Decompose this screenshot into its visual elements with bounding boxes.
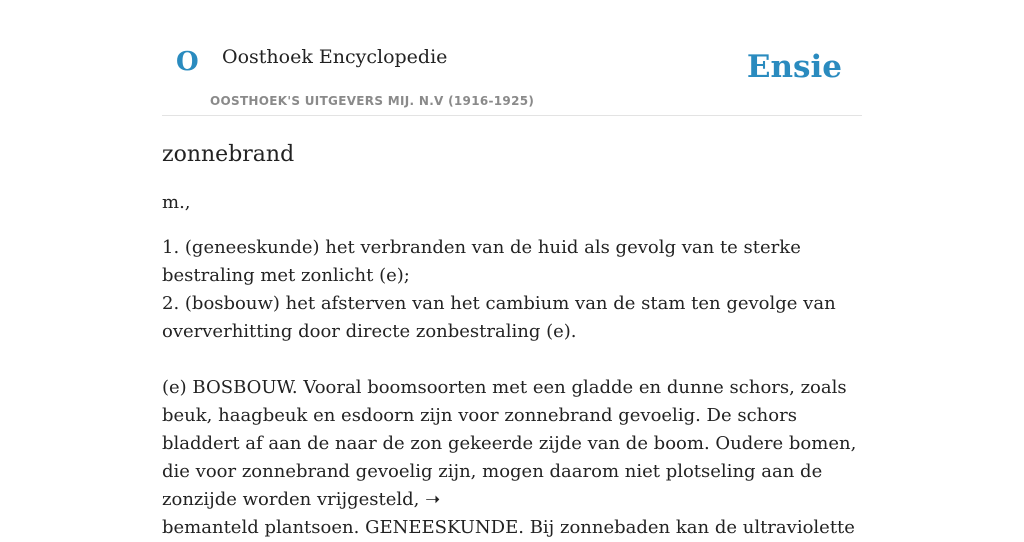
cross-reference-link[interactable]: bemanteld plantsoen: [162, 516, 354, 538]
entry-content: [162, 142, 862, 542]
entry-title: zonnebrand: [162, 142, 295, 167]
body-text-continued: . GENEESKUNDE. Bij zonnebaden kan de ultraviolette: [353, 516, 855, 538]
site-title[interactable]: Oosthoek Encyclopedie: [222, 46, 448, 68]
cross-reference-arrow-icon[interactable]: ➝: [425, 488, 441, 510]
definition-item: 2. (bosbouw) het afsterven van het cambium van de stam ten gevolge van oververhitting door directe zonbestraling (e).: [162, 292, 836, 342]
definition-item: 1. (geneeskunde) het verbranden van de huid als gevolg van te sterke bestraling met zonlicht (e);: [162, 236, 801, 286]
site-header: [162, 0, 862, 116]
definitions-list: [162, 234, 862, 346]
body-text: (e) BOSBOUW. Vooral boomsoorten met een gladde en dunne schors, zoals beuk, haagbeuk en esdoorn zijn voor zonnebrand gevoelig. De schors bladdert af aan de naar de zon gekeerde zijde van de boom. Oudere bomen, die voor zonnebrand gevoelig zijn, mogen daarom niet plotseling aan de zonzijde worden vrijgesteld,: [162, 376, 857, 510]
site-logo[interactable]: O: [176, 47, 199, 77]
page: [162, 0, 862, 542]
entry-body: [162, 374, 862, 542]
ensie-brand-link[interactable]: Ensie: [746, 49, 842, 85]
site-subtitle: OOSTHOEK'S UITGEVERS MIJ. N.V (1916-1925): [210, 94, 535, 108]
grammar-label: m.,: [162, 192, 191, 214]
